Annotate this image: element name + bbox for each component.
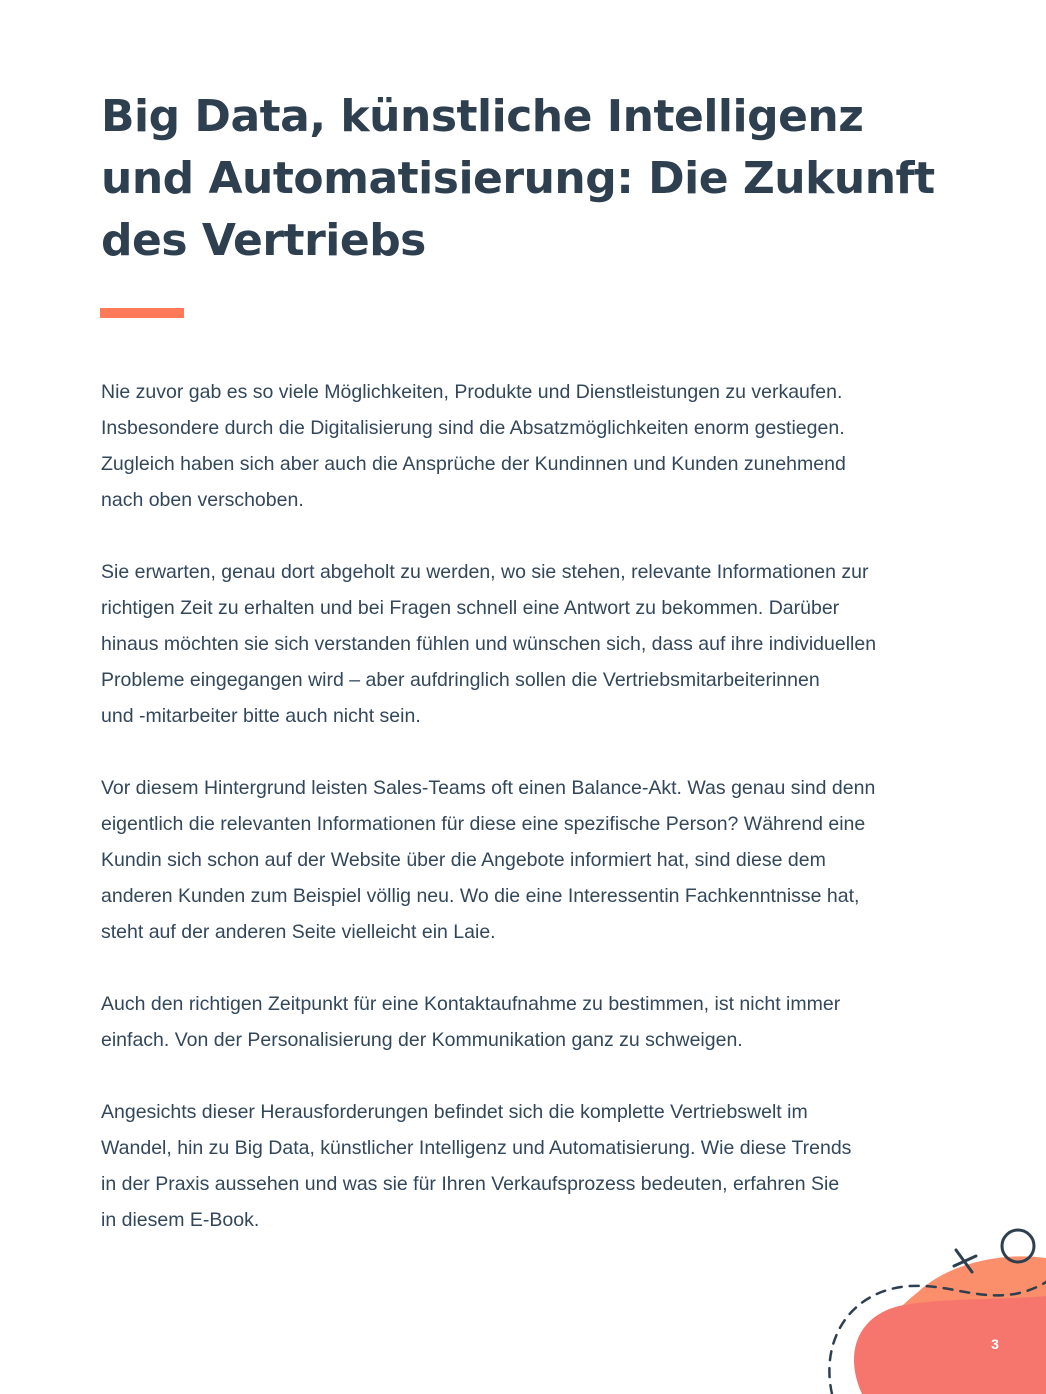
text-line: Auch den richtigen Zeitpunkt für eine Kontaktaufnahme zu bestimmen, ist nicht immer (101, 993, 841, 1015)
text-line: Angesichts dieser Herausforderungen befindet sich die komplette Vertriebswelt im (101, 1101, 808, 1123)
text-line: Insbesondere durch die Digitalisierung sind die Absatzmöglichkeiten enorm gestiegen. (101, 417, 845, 439)
text-line: Nie zuvor gab es so viele Möglichkeiten, Produkte und Dienstleistungen zu verkaufen. (101, 381, 843, 403)
paragraph-1 (101, 374, 961, 518)
paragraph-3 (101, 770, 961, 950)
text-line: nach oben verschoben. (101, 489, 304, 511)
text-line: eigentlich die relevanten Informationen für diese eine spezifische Person? Während eine (101, 813, 866, 835)
text-line: Probleme eingegangen wird – aber aufdringlich sollen die Vertriebsmitarbeiterinnen (101, 669, 820, 691)
text-line: einfach. Von der Personalisierung der Kommunikation ganz zu schweigen. (101, 1029, 743, 1051)
page-title (101, 86, 935, 272)
paragraph-4 (101, 986, 961, 1058)
paragraph-2 (101, 554, 961, 734)
title-line: Big Data, künstliche Intelligenz (101, 91, 864, 142)
blob-dark-shape (854, 1296, 1046, 1394)
body-text (101, 374, 961, 1274)
title-line: des Vertriebs (101, 215, 426, 266)
text-line: Sie erwarten, genau dort abgeholt zu werden, wo sie stehen, relevante Informationen zur (101, 561, 869, 583)
page-number: 3 (991, 1336, 999, 1352)
text-line: Zugleich haben sich aber auch die Ansprüche der Kundinnen und Kunden zunehmend (101, 453, 846, 475)
title-accent-divider (100, 308, 184, 318)
text-line: anderen Kunden zum Beispiel völlig neu. Wo die eine Interessentin Fachkenntnisse hat, (101, 885, 860, 907)
text-line: Wandel, hin zu Big Data, künstlicher Intelligenz und Automatisierung. Wie diese Trends (101, 1137, 852, 1159)
text-line: in der Praxis aussehen und was sie für Ihren Verkaufsprozess bedeuten, erfahren Sie (101, 1173, 840, 1195)
decorative-blob-graphic (800, 1200, 1046, 1394)
text-line: Kundin sich schon auf der Website über die Angebote informiert hat, sind diese dem (101, 849, 826, 871)
text-line: richtigen Zeit zu erhalten und bei Fragen schnell eine Antwort zu bekommen. Darüber (101, 597, 840, 619)
text-line: in diesem E-Book. (101, 1209, 260, 1231)
title-line: und Automatisierung: Die Zukunft (101, 153, 935, 204)
text-line: Vor diesem Hintergrund leisten Sales-Teams oft einen Balance-Akt. Was genau sind denn (101, 777, 876, 799)
text-line: steht auf der anderen Seite vielleicht ein Laie. (101, 921, 496, 943)
text-line: hinaus möchten sie sich verstanden fühlen und wünschen sich, dass auf ihre individuellen (101, 633, 877, 655)
text-line: und -mitarbeiter bitte auch nicht sein. (101, 705, 421, 727)
